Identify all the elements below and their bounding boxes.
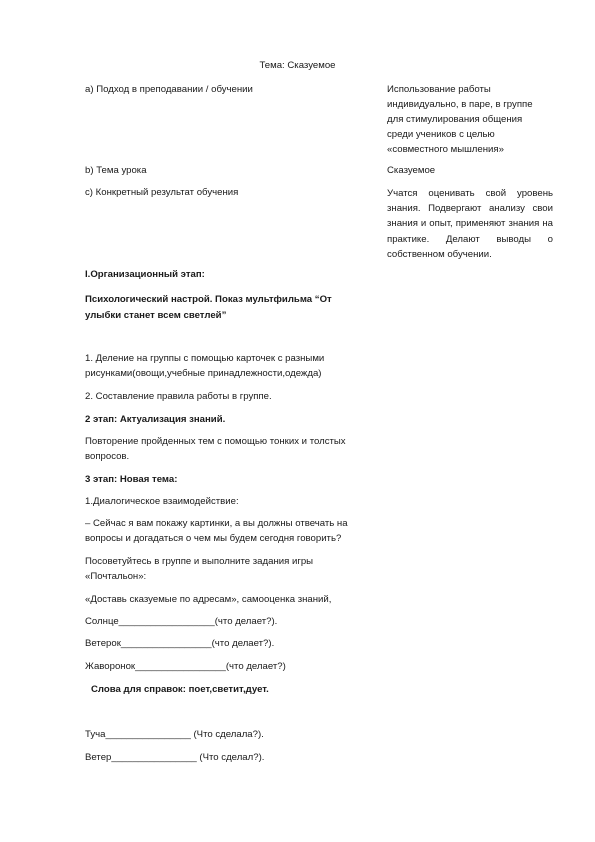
stage-1-heading: I.Организационный этап: [85, 269, 205, 280]
row-b-label: b) Тема урока [85, 165, 147, 176]
row-a-value-line: среди учеников с целью [387, 129, 495, 140]
item-1-line: рисунками(овощи,учебные принадлежности,одежда) [85, 368, 322, 379]
dialog-line: 1.Диалогическое взаимодействие: [85, 496, 239, 507]
row-a-value-line: «совместного мышления» [387, 144, 504, 155]
row-c-value: Учатся оценивать свой уровень знания. Подвергают анализу свои знания и опыт, применяют знания на практике. Делают выводы о собственном обучении. [387, 188, 553, 260]
stage-3-heading: 3 этап: Новая тема: [85, 474, 178, 485]
row-a-value-line: для стимулирования общения [387, 114, 523, 125]
repeat-line: Повторение пройденных тем с помощью тонких и толстых [85, 436, 346, 447]
repeat-line: вопросов. [85, 451, 130, 462]
stage-2-heading: 2 этап: Актуализация знаний. [85, 414, 226, 425]
row-a-value-line: индивидуально, в паре, в группе [387, 99, 533, 110]
advise-line: «Почтальон»: [85, 571, 147, 582]
exercise-cloud: Туча________________ (Что сделала?). [85, 729, 264, 740]
exercise-sun: Солнце__________________(что делает?). [85, 616, 278, 627]
item-1-line: 1. Деление на группы с помощью карточек с разными [85, 353, 325, 364]
row-a-label: a) Подход в преподавании / обучении [85, 84, 253, 95]
exercise-breeze: Ветерок_________________(что делает?). [85, 638, 275, 649]
psych-line: улыбки станет всем светлей” [85, 310, 227, 321]
row-a-value-line: Использование работы [387, 84, 491, 95]
psych-line: Психологический настрой. Показ мультфильма “От [85, 294, 332, 305]
advise-line: Посоветуйтесь в группе и выполните задания игры [85, 556, 314, 567]
row-c-label: c) Конкретный результат обучения [85, 187, 239, 198]
row-b-value: Сказуемое [387, 165, 436, 176]
deliver-line: «Доставь сказуемые по адресам», самооценка знаний, [85, 594, 332, 605]
page-title: Тема: Сказуемое [259, 60, 336, 71]
item-2: 2. Составление правила работы в группе. [85, 391, 272, 402]
exercise-lark: Жаворонок_________________(что делает?) [85, 661, 286, 672]
exercise-wind: Ветер________________ (Что сделал?). [85, 752, 265, 763]
words-hint: Слова для справок: поет,светит,дует. [91, 684, 269, 695]
dash-line: – Сейчас я вам покажу картинки, а вы должны отвечать на [85, 518, 348, 529]
dash-line: вопросы и догадаться о чем мы будем сегодня говорить? [85, 533, 342, 544]
